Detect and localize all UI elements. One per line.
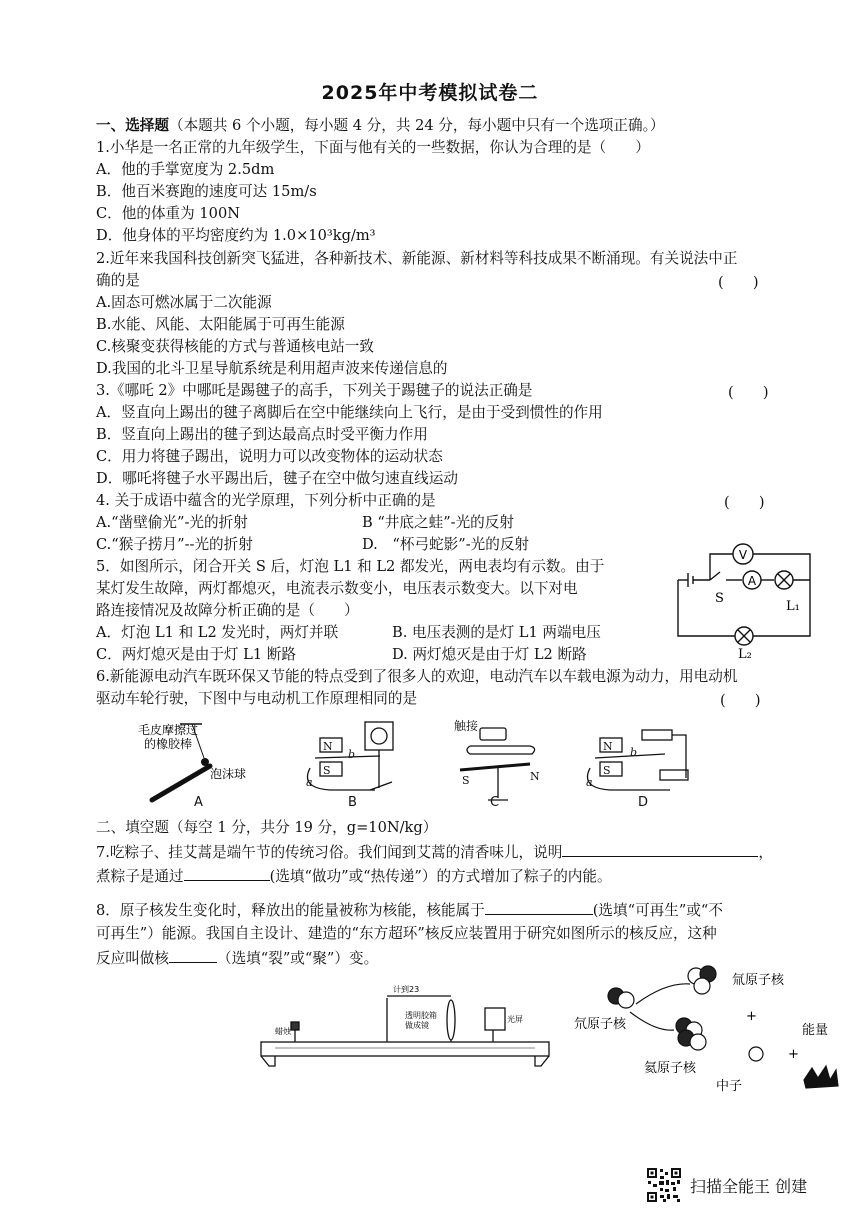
q6-fig-a-text3: 泡沫球 xyxy=(210,767,247,781)
q7-line-2 xyxy=(96,866,612,887)
q7-blank-1[interactable] xyxy=(562,842,758,857)
q3-option-b: B．竖直向上踢出的毽子到达最高点时受平衡力作用 xyxy=(96,426,428,443)
svg-text:S: S xyxy=(462,774,470,787)
svg-text:b: b xyxy=(630,746,638,759)
bench-text-5: 光屏 xyxy=(507,1015,523,1024)
svg-text:a: a xyxy=(306,776,313,789)
section1-heading-line xyxy=(96,116,664,136)
q4-stem: 4. 关于成语中蕴含的光学原理，下列分析中正确的是 xyxy=(96,492,436,509)
q5-option-d: D. 两灯熄灭是由于灯 L2 断路 xyxy=(392,646,587,663)
q6-fig-c xyxy=(454,718,540,800)
q8-line3b-text: （选填“裂”或“聚”）变。 xyxy=(216,950,379,967)
q5-stem-2: 某灯发生故障，两灯都熄灭，电流表示数变小，电压表示数变大。以下对电 xyxy=(96,580,578,597)
plus-sign-1: + xyxy=(746,1009,757,1024)
q1-stem: 1.小华是一名正常的九年级学生，下面与他有关的一些数据，你认为合理的是（ ） xyxy=(96,139,650,156)
deuterium-label: 氘原子核 xyxy=(574,1017,627,1032)
q5-ammeter-label: A xyxy=(747,574,757,588)
svg-text:a: a xyxy=(586,776,593,789)
q5-stem-1: 5．如图所示，闭合开关 S 后，灯泡 L1 和 L2 都发光，两电表均有示数。由于 xyxy=(96,558,605,575)
q1-option-b: B．他百米赛跑的速度可达 15m/s xyxy=(96,183,317,200)
q2-stem-2: 确的是 xyxy=(96,272,140,289)
q3-option-c: C．用力将毽子踢出，说明力可以改变物体的运动状态 xyxy=(96,448,443,465)
q5-circuit-diagram xyxy=(668,540,828,658)
q7-line2a-text: 煮粽子是通过 xyxy=(96,868,184,885)
svg-text:S: S xyxy=(323,764,331,777)
q5-option-b: B. 电压表测的是灯 L1 两端电压 xyxy=(392,624,601,641)
q6-label-c: C xyxy=(490,795,500,810)
bench-text-2: 蜡烛 xyxy=(275,1027,291,1036)
neutron-label: 中子 xyxy=(716,1079,743,1094)
q8-line-2: 可再生”）能源。我国自主设计、建造的“东方超环”核反应装置用于研究如图所示的核反应，这种 xyxy=(96,925,717,942)
q3-option-d: D．哪吒将毽子水平踢出后，毽子在空中做匀速直线运动 xyxy=(96,470,458,487)
bench-text-3: 透明胶箱 xyxy=(405,1011,437,1020)
q4-answer-paren: ( ) xyxy=(724,494,765,511)
tritium-label: 氚原子核 xyxy=(732,973,785,988)
q6-fig-a-text1: 毛皮摩擦过 xyxy=(138,723,199,737)
svg-text:S: S xyxy=(603,764,611,777)
q8-line-1 xyxy=(96,900,723,921)
q6-fig-d xyxy=(586,730,688,790)
svg-text:N: N xyxy=(603,740,613,753)
section1-note: （本题共 6 个小题，每小题 4 分，共 24 分，每小题中只有一个选项正确。） xyxy=(168,117,665,134)
q5-option-a: A．灯泡 L1 和 L2 发光时，两灯并联 xyxy=(96,624,339,641)
optical-bench-figure xyxy=(255,982,555,1074)
q8-line-3 xyxy=(96,948,378,969)
q1-option-d: D．他身体的平均密度约为 1.0×10³kg/m³ xyxy=(96,227,376,244)
q6-stem-2: 驱动车轮行驶，下图中与电动机工作原理相同的是 xyxy=(96,690,418,707)
q7-line2b-text: (选填“做功”或“热传递”）的方式增加了粽子的内能。 xyxy=(269,868,612,885)
bench-text-4: 做成镜 xyxy=(405,1021,429,1030)
q3-stem: 3.《哪吒 2》中哪吒是踢毽子的高手，下列关于踢毽子的说法正确是 xyxy=(96,382,533,399)
q8-line1a-text: 8．原子核发生变化时，释放出的能量被称为核能，核能属于 xyxy=(96,902,485,919)
q2-option-a: A.固态可燃冰属于二次能源 xyxy=(96,294,272,311)
q3-option-a: A．竖直向上踢出的毽子离脚后在空中能继续向上飞行，是由于受到惯性的作用 xyxy=(96,404,603,421)
q4-option-a: A.“凿壁偷光”-光的折射 xyxy=(96,514,248,531)
q2-answer-paren: ( ) xyxy=(718,274,759,291)
q5-l1-label: L₁ xyxy=(786,599,800,614)
q4-option-d: D. “杯弓蛇影”-光的反射 xyxy=(362,536,530,553)
scanner-watermark xyxy=(646,1165,846,1205)
watermark-text: 扫描全能王 创建 xyxy=(690,1176,808,1196)
svg-text:b: b xyxy=(348,748,356,761)
q5-switch-label: S xyxy=(715,591,724,606)
q7-blank-2[interactable] xyxy=(184,866,270,881)
section2-heading: 二、填空题（每空 1 分，共分 19 分，g=10N/kg） xyxy=(96,819,438,836)
q2-option-b: B.水能、风能、太阳能属于可再生能源 xyxy=(96,316,345,333)
q2-stem-1: 2.近年来我国科技创新突飞猛进，各种新技术、新能源、新材料等科技成果不断涌现。有关说法中正 xyxy=(96,250,738,267)
q2-option-c: C.核聚变获得核能的方式与普通核电站一致 xyxy=(96,338,374,355)
q5-l2-label: L₂ xyxy=(738,647,752,658)
q6-fig-a xyxy=(138,722,246,800)
q8-line1b-text: (选填“可再生”或“不 xyxy=(592,902,723,919)
q1-option-a: A．他的手掌宽度为 2.5dm xyxy=(96,161,275,178)
q6-label-b: B xyxy=(348,795,357,810)
q6-label-a: A xyxy=(194,795,203,810)
q5-option-c: C．两灯熄灭是由于灯 L1 断路 xyxy=(96,646,296,663)
q1-option-c: C．他的体重为 100N xyxy=(96,205,240,222)
qr-code-icon xyxy=(646,1167,682,1203)
svg-text:N: N xyxy=(530,770,540,783)
q5-stem-3: 路连接情况及故障分析正确的是（ ） xyxy=(96,602,359,619)
q7-line1-text: 7.吃粽子、挂艾蒿是端午节的传统习俗。我们闻到艾蒿的清香味儿，说明 xyxy=(96,844,563,861)
q8-blank-2[interactable] xyxy=(169,948,217,963)
svg-text:N: N xyxy=(323,740,333,753)
q4-option-c: C.“猴子捞月”--光的折射 xyxy=(96,536,253,553)
q8-blank-1[interactable] xyxy=(485,900,593,915)
q6-label-d: D xyxy=(638,795,649,810)
q6-stem-1: 6.新能源电动汽车既环保又节能的特点受到了很多人的欢迎，电动汽车以车载电源为动力，用电动机 xyxy=(96,668,738,685)
q8-line3a-text: 反应叫做核 xyxy=(96,950,169,967)
q3-answer-paren: ( ) xyxy=(728,384,769,401)
bench-text-1: 计到23 xyxy=(393,985,420,994)
q6-fig-a-text2: 的橡胶棒 xyxy=(144,737,193,751)
q5-voltmeter-label: V xyxy=(738,548,748,562)
plus-sign-2: + xyxy=(788,1047,799,1062)
q6-fig-c-text: 触接 xyxy=(454,719,479,733)
q6-fig-b xyxy=(306,722,393,790)
nuclear-fusion-figure xyxy=(566,962,856,1094)
q6-answer-paren: ( ) xyxy=(720,692,761,709)
energy-label: 能量 xyxy=(802,1023,829,1038)
q2-option-d: D.我国的北斗卫星导航系统是利用超声波来传递信息的 xyxy=(96,360,448,377)
q4-option-b: B “井底之蛙”-光的反射 xyxy=(362,514,514,531)
page-title: 2025年中考模拟试卷二 xyxy=(321,82,539,104)
q6-figures xyxy=(130,718,690,818)
section1-heading: 一、选择题 xyxy=(96,117,169,134)
q7-line-1: 7.吃粽子、挂艾蒿是端午节的传统习俗。我们闻到艾蒿的清香味儿，说明 ， xyxy=(96,844,773,861)
helium-label: 氦原子核 xyxy=(644,1061,697,1076)
